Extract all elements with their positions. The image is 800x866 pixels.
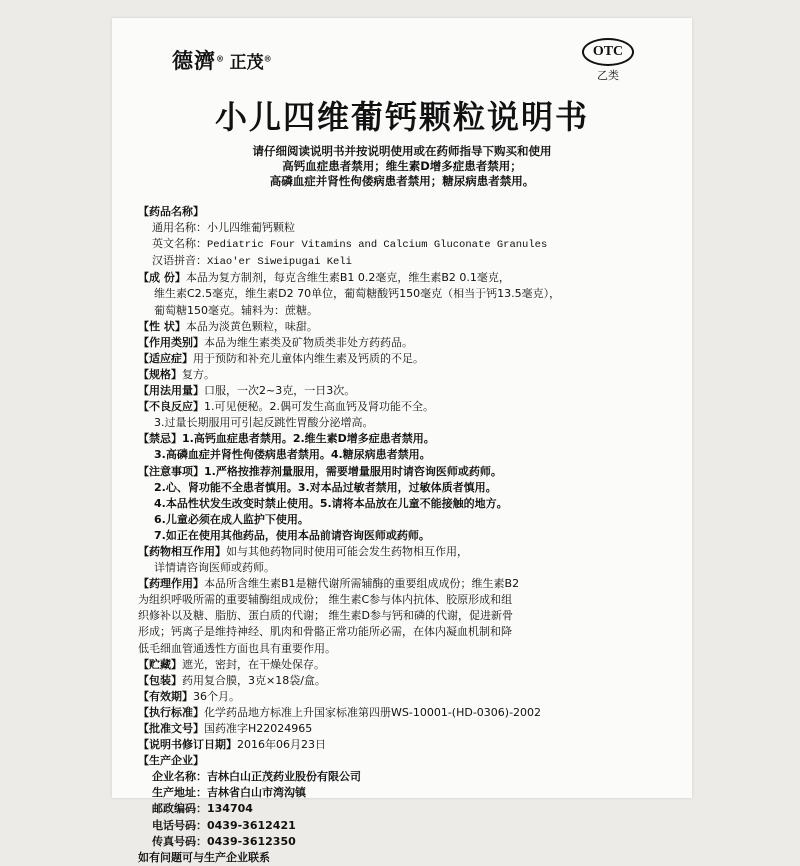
pharmacology-line: 本品所含维生素B1是糖代谢所需辅酶的重要组成成份；维生素B2 <box>204 577 520 591</box>
section-label-storage: 【贮藏】 <box>138 657 182 671</box>
pharmacology-line: 为组织呼吸所需的重要辅酶组成成份； 维生素C参与体内抗体、胶原形成和组 <box>138 593 513 607</box>
english-name-label: 英文名称： <box>152 237 207 251</box>
section-label-package: 【包装】 <box>138 673 182 687</box>
composition-line: 维生素C2.5毫克，维生素D2 70单位，葡萄糖酸钙150毫克（相当于钙13.5毫克）， <box>154 287 561 301</box>
phone-value: 0439-3612421 <box>207 818 296 832</box>
section-label-manufacturer: 【生产企业】 <box>138 754 204 768</box>
otc-label: OTC <box>582 38 634 66</box>
pharmacology-line: 形成；钙离子是维持神经、肌肉和骨骼正常功能所必需，在体内凝血机制和降 <box>138 625 512 639</box>
section-label-contraindications: 【禁忌】 <box>138 432 182 446</box>
contra-line: 1.高钙血症患者禁用。2.维生素D增多症患者禁用。 <box>182 432 435 446</box>
character-value: 本品为淡黄色颗粒，味甜。 <box>185 319 318 333</box>
section-label-approval: 【批准文号】 <box>138 722 204 735</box>
section-label-character: 【性 状】 <box>138 319 186 333</box>
leaflet-sheet <box>112 18 692 864</box>
indication-value: 用于预防和补充儿童体内维生素及钙质的不足。 <box>193 351 424 365</box>
address-label: 生产地址： <box>152 786 207 800</box>
warning-block <box>112 144 692 189</box>
section-label-indication: 【适应症】 <box>138 351 193 365</box>
section-label-revision-date: 【说明书修订日期】 <box>138 738 237 752</box>
contra-line: 3.高磷血症并肾性佝偻病患者禁用。4.糖尿病患者禁用。 <box>154 448 431 462</box>
otc-class: 乙类 <box>597 69 619 82</box>
section-label-standard: 【执行标准】 <box>138 705 204 719</box>
pinyin-value: Xiao'er Siweipugai Keli <box>207 256 352 269</box>
composition-line: 葡萄糖150毫克。辅料为：蔗糖。 <box>154 303 318 317</box>
precaution-line: 1.严格按推荐剂量服用，需要增量服用时请咨询医师或药师。 <box>204 464 502 478</box>
section-label-spec: 【规格】 <box>138 367 182 381</box>
section-label-precautions: 【注意事项】 <box>138 464 204 478</box>
generic-name-value: 小儿四维葡钙颗粒 <box>207 221 295 235</box>
fax-value: 0439-3612350 <box>207 834 296 848</box>
interaction-line: 详情请咨询医师或药师。 <box>154 561 275 575</box>
warning-line: 高钙血症患者禁用；维生素D增多症患者禁用； <box>282 159 522 173</box>
company-label: 企业名称： <box>152 770 207 784</box>
section-label-adverse: 【不良反应】 <box>138 400 204 414</box>
footer-note: 如有问题可与生产企业联系 <box>138 850 270 864</box>
precaution-line: 4.本品性状发生改变时禁止使用。5.请将本品放在儿童不能接触的地方。 <box>154 496 508 510</box>
warning-line: 高磷血症并肾性佝偻病患者禁用；糖尿病患者禁用。 <box>269 174 535 188</box>
pharmacology-line: 低毛细血管通透性方面也具有重要作用。 <box>138 641 336 655</box>
brand-sub-name: 正茂 <box>229 53 264 73</box>
phone-label: 电话号码： <box>152 818 207 832</box>
standard-value: 化学药品地方标准上升国家标准第四册WS-10001-(HD-0306)-2002 <box>204 705 542 719</box>
pinyin-label: 汉语拼音： <box>152 254 207 268</box>
dosage-value: 口服，一次2~3克，一日3次。 <box>204 384 356 398</box>
section-label-interaction: 【药物相互作用】 <box>138 544 226 558</box>
postcode-label: 邮政编码： <box>152 802 207 816</box>
brand-name: 德濟 <box>172 48 216 73</box>
page-title: 小儿四维葡钙颗粒说明书 <box>214 98 589 136</box>
warning-line: 请仔细阅读说明书并按说明使用或在药师指导下购买和使用 <box>252 144 552 158</box>
section-label-drug-name: 【药品名称】 <box>138 205 204 218</box>
section-label-dosage: 【用法用量】 <box>138 384 204 398</box>
composition-line: 本品为复方制剂，每克含维生素B1 0.2毫克，维生素B2 0.1毫克， <box>185 271 510 285</box>
adverse-line: 1.可见便秘。2.偶可发生高血钙及肾功能不全。 <box>204 400 434 414</box>
brand-registered-mark: ® <box>216 53 224 64</box>
category-value: 本品为维生素类及矿物质类非处方药药品。 <box>204 335 413 349</box>
section-label-validity: 【有效期】 <box>138 689 193 703</box>
section-label-category: 【作用类别】 <box>138 335 204 349</box>
revision-date-value: 2016年06月23日 <box>237 738 326 752</box>
generic-name-label: 通用名称： <box>152 221 207 235</box>
fax-label: 传真号码： <box>152 834 207 848</box>
validity-value: 36个月。 <box>193 689 240 703</box>
precaution-line: 6.儿童必须在成人监护下使用。 <box>154 512 309 526</box>
otc-badge <box>582 38 634 83</box>
storage-value: 遮光，密封，在干燥处保存。 <box>182 657 325 671</box>
brand-sub-registered-mark: ® <box>263 53 272 64</box>
adverse-line: 3.过量长期服用可引起反跳性胃酸分泌增高。 <box>154 416 374 430</box>
section-label-composition: 【成 份】 <box>138 271 186 285</box>
company-value: 吉林白山正茂药业股份有限公司 <box>207 770 361 784</box>
spec-value: 复方。 <box>182 367 215 381</box>
pharmacology-line: 织修补以及糖、脂肪、蛋白质的代谢； 维生素D参与钙和磷的代谢，促进新骨 <box>138 609 513 623</box>
english-name-value: Pediatric Four Vitamins and Calcium Gluconate Granules <box>207 239 548 252</box>
precaution-line: 7.如正在使用其他药品，使用本品前请咨询医师或药师。 <box>154 528 430 542</box>
brand-logo <box>172 45 272 75</box>
interaction-line: 如与其他药物同时使用可能会发生药物相互作用， <box>226 544 468 558</box>
leaflet-content <box>138 204 678 866</box>
precaution-line: 2.心、肾功能不全患者慎用。3.对本品过敏者禁用，过敏体质者慎用。 <box>154 480 497 494</box>
approval-value: 国药准字H22024965 <box>204 722 313 735</box>
postcode-value: 134704 <box>207 802 253 816</box>
package-value: 药用复合膜，3克×18袋/盒。 <box>182 673 326 687</box>
section-label-pharmacology: 【药理作用】 <box>138 577 204 591</box>
address-value: 吉林省白山市湾沟镇 <box>207 786 306 800</box>
